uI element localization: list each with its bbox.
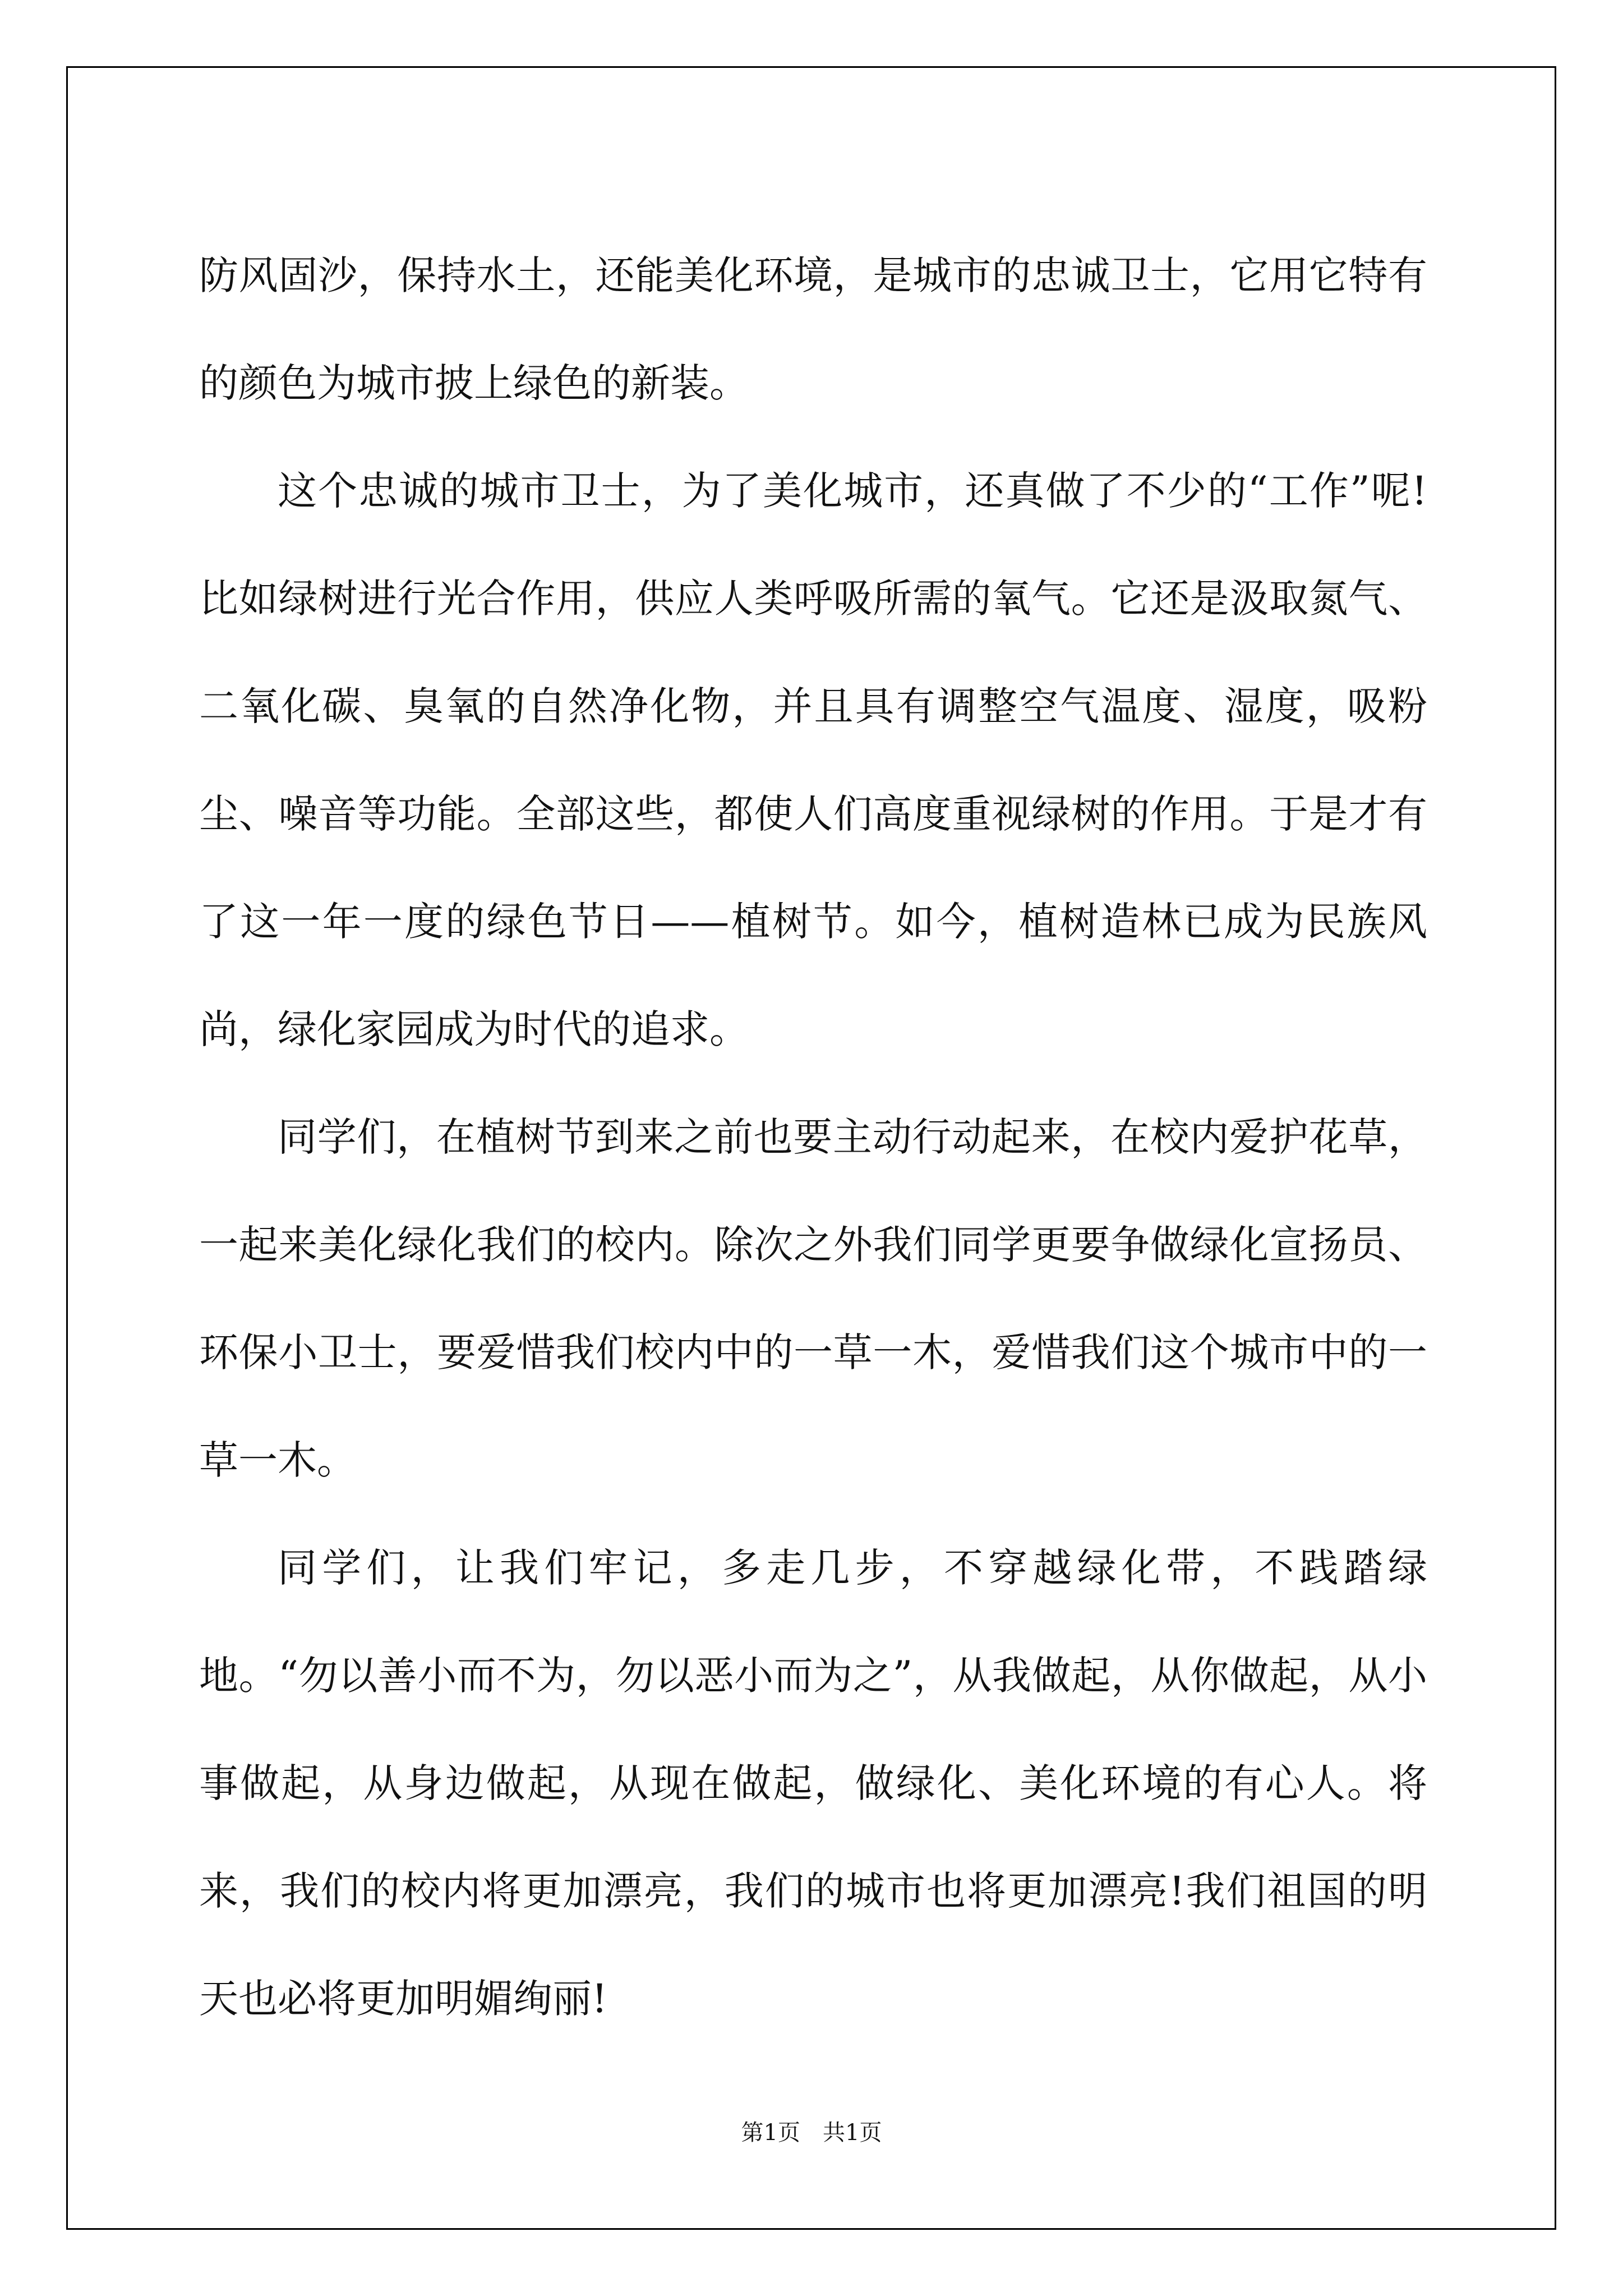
paragraph-3: 同学们，在植树节到来之前也要主动行动起来，在校内爱护花草，一起来美化绿化我们的校内。除次之外我们同学更要争做绿化宣扬员、环保小卫士，要爱惜我们校内中的一草一木，爱惜我们这个城市中的一草一木。 [199,1114,1427,1483]
paragraph-4: 同学们，让我们牢记，多走几步，不穿越绿化带，不践踏绿地。“勿以善小而不为，勿以恶小而为之”，从我做起，从你做起，从小事做起，从身边做起，从现在做起，做绿化、美化环境的有心人。将来，我们的校内将更加漂亮，我们的城市也将更加漂亮!我们祖国的明天也必将更加明媚绚丽! [199,1545,1427,2022]
page-number: 第1页 共1页 [741,2120,882,2146]
document-body [199,222,1427,2053]
paragraph-2: 这个忠诚的城市卫士，为了美化城市，还真做了不少的“工作”呢!比如绿树进行光合作用，供应人类呼吸所需的氧气。它还是汲取氮气、二氧化碳、臭氧的自然净化物，并且具有调整空气温度、湿度，吸粉尘、噪音等功能。全部这些，都使人们高度重视绿树的作用。于是才有了这一年一度的绿色节日——植树节。如今，植树造林已成为民族风尚，绿化家园成为时代的追求。 [199,468,1427,1052]
paragraph-1: 防风固沙，保持水土，还能美化环境，是城市的忠诚卫士，它用它特有的颜色为城市披上绿色的新装。 [199,252,1427,406]
